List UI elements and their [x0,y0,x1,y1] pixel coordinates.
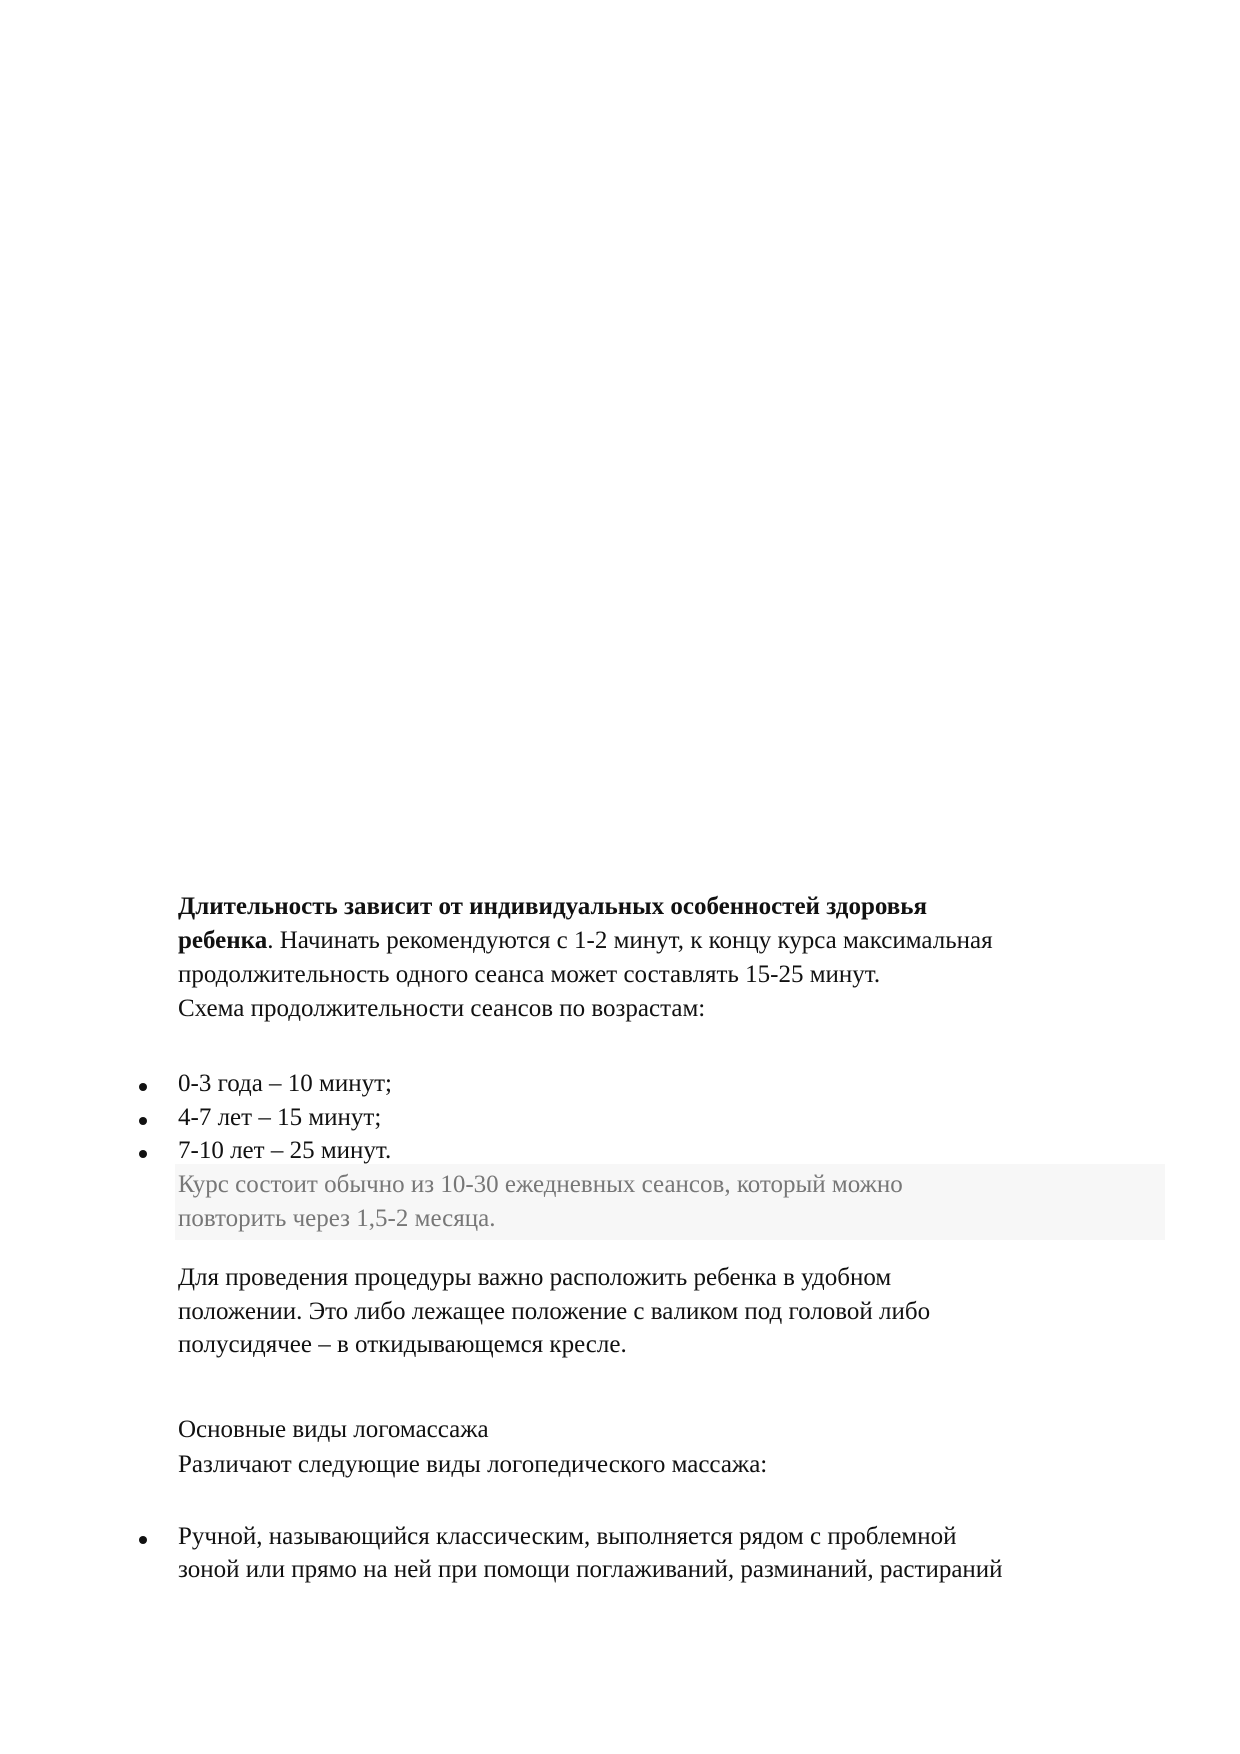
section-intro: Различают следующие виды логопедического массажа: [178,1451,768,1478]
bullet-icon [139,1117,147,1125]
list-item: Ручной, называющийся классическим, выполняется рядом с проблемной [178,1523,957,1550]
text-line: продолжительность одного сеанса может составлять 15-25 минут. [178,961,881,988]
text-line [178,924,993,958]
list-item: 0-3 года – 10 минут; [178,1070,393,1097]
bullet-icon [139,1536,147,1544]
list-item: 4-7 лет – 15 минут; [178,1104,382,1131]
text: . Начинать рекомендуются с 1-2 минут, к концу курса максимальная [267,927,993,954]
position-text: полусидячее – в откидывающемся кресле. [178,1331,627,1358]
course-text: Курс состоит обычно из 10-30 ежедневных сеансов, который можно [178,1171,903,1198]
position-text: Для проведения процедуры важно расположить ребенка в удобном [178,1264,892,1291]
bullet-icon [139,1150,147,1158]
course-text: повторить через 1,5-2 месяца. [178,1205,496,1232]
section-heading: Основные виды логомассажа [178,1416,489,1443]
position-text: положении. Это либо лежащее положение с валиком под головой либо [178,1298,931,1325]
list-item-continuation: зоной или прямо на ней при помощи поглаживаний, разминаний, растираний [178,1556,1003,1583]
text-line: Схема продолжительности сеансов по возрастам: [178,995,706,1022]
bold-text: Длительность зависит от индивидуальных особенностей здоровья [178,893,927,920]
bullet-icon [139,1083,147,1091]
bold-text: ребенка [178,927,268,954]
list-item: 7-10 лет – 25 минут. [178,1137,392,1164]
